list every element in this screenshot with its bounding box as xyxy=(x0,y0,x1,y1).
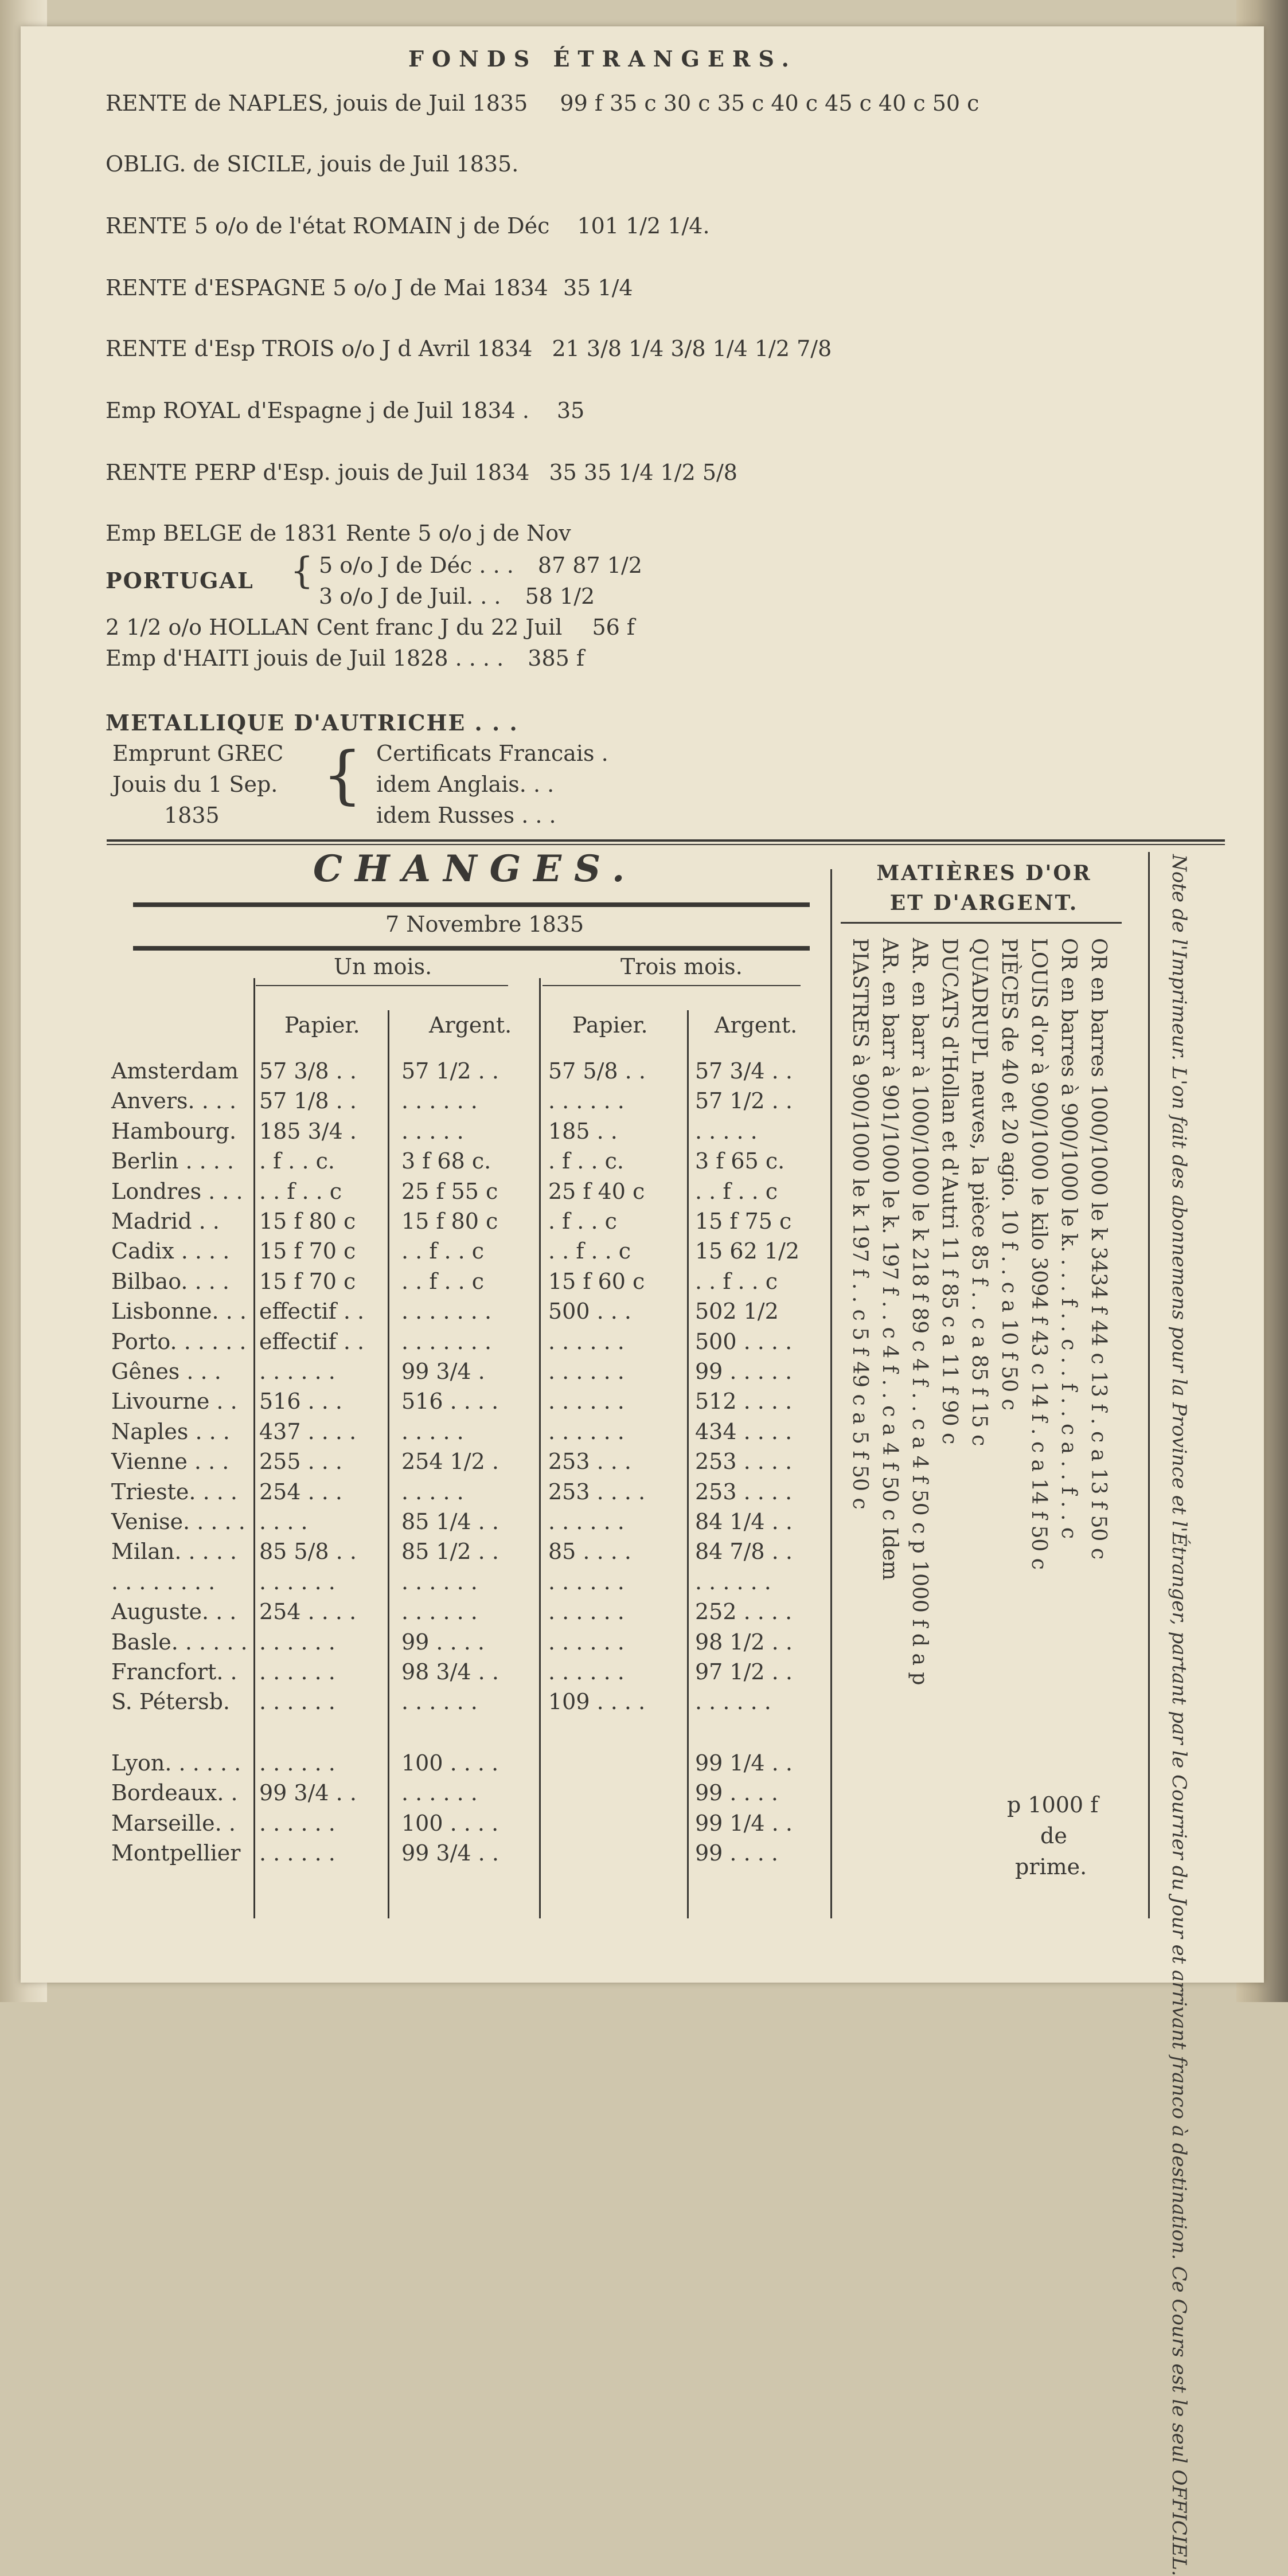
group-underline xyxy=(256,985,508,986)
city-label: Milan. . . . . xyxy=(111,1539,237,1565)
city-label: S. Pétersb. xyxy=(111,1689,231,1715)
portugal-row-label: 5 o/o J de Déc . . . xyxy=(319,553,514,578)
rate-cell: . . f . . c xyxy=(401,1268,485,1294)
changes-title: CHANGES. xyxy=(313,847,638,890)
rate-cell: . . . . . . xyxy=(401,1599,478,1625)
column-rule xyxy=(687,1010,689,1918)
matieres-title-1: MATIÈRES D'OR xyxy=(876,861,1092,885)
rate-cell: 99 . . . . xyxy=(695,1840,778,1866)
rate-cell: . . . . . . xyxy=(548,1599,625,1625)
rate-cell: 185 . . xyxy=(548,1118,618,1144)
fonds-line-espagne xyxy=(106,275,633,300)
prime-2: de xyxy=(1040,1823,1067,1848)
fonds-values: 35 xyxy=(557,398,585,423)
rate-cell: 98 3/4 . . xyxy=(401,1659,499,1684)
footnote: Note de l'Imprimeur. L'on fait des abonnemens pour la Province et l'Étranger, partant par le Courrier du Jour et arrivant franco à destination. Ce Cours est le seul OFFICIEL. xyxy=(1168,854,1191,2576)
city-label: Londres . . . xyxy=(111,1178,243,1204)
city-label: Vienne . . . xyxy=(111,1449,229,1475)
rate-cell: . . . . . . xyxy=(548,1418,625,1444)
fonds-line-hollan xyxy=(106,615,635,640)
fonds-label: RENTE PERP d'Esp. jouis de Juil 1834 xyxy=(106,460,530,485)
rate-cell: 99 1/4 . . xyxy=(695,1750,793,1776)
matiere-line: AR. en barr à 901/1000 le k. 197 f . . c 4 f . . c a 4 f 50 c Idem xyxy=(878,938,901,1581)
rate-cell: 57 1/2 . . xyxy=(401,1058,499,1084)
rate-cell: 500 . . . xyxy=(548,1299,632,1324)
portugal-row-2 xyxy=(319,584,595,609)
fonds-values: 56 f xyxy=(592,615,635,640)
rate-cell: 99 . . . . xyxy=(695,1780,778,1806)
matiere-line: PIÈCES de 40 et 20 agio. 10 f . . c a 10 f 50 c xyxy=(997,938,1021,1410)
rate-cell: . . . . . . xyxy=(548,1359,625,1384)
rate-cell: effectif . . xyxy=(259,1299,365,1324)
matiere-line: AR. en barr à 1000/1000 le k 218 f 89 c 4 f . . c a 4 f 50 c p 1000 f d a p xyxy=(908,938,931,1686)
rate-cell: 25 f 55 c xyxy=(401,1178,498,1204)
matieres-rule xyxy=(841,922,1122,924)
rate-cell: . . f . . c xyxy=(695,1268,778,1294)
city-label: Anvers. . . . xyxy=(111,1088,237,1114)
rate-cell: 85 1/4 . . xyxy=(401,1509,499,1534)
matieres-title-2: ET D'ARGENT. xyxy=(889,891,1079,915)
fonds-line-perp xyxy=(106,460,737,485)
city-label: Amsterdam xyxy=(111,1058,239,1084)
prime-3: prime. xyxy=(1015,1854,1087,1879)
city-label: Bordeaux. . xyxy=(111,1780,238,1806)
column-rule xyxy=(1148,852,1150,1918)
fonds-title: FONDS ÉTRANGERS. xyxy=(408,46,797,72)
portugal-brace: { xyxy=(290,550,314,592)
rate-cell: 99 . . . . xyxy=(401,1629,485,1655)
rate-cell: 84 7/8 . . xyxy=(695,1539,793,1565)
changes-rule xyxy=(133,902,810,907)
fonds-label: RENTE d'ESPAGNE 5 o/o J de Mai 1834 xyxy=(106,275,548,300)
rate-cell: . f . . c xyxy=(548,1209,617,1234)
rate-cell: 15 62 1/2 xyxy=(695,1238,800,1264)
changes-rule-2 xyxy=(133,946,810,951)
rate-cell: 57 3/4 . . xyxy=(695,1058,793,1084)
fonds-line-esp-trois xyxy=(106,336,832,361)
rate-cell: . . . . . . xyxy=(401,1088,478,1114)
fonds-label: 2 1/2 o/o HOLLAN Cent franc J du 22 Juil xyxy=(106,615,563,640)
city-label: Porto. . . . . . xyxy=(111,1328,247,1354)
matiere-line: DUCATS d'Hollan et d'Autri 11 f 85 c a 11 f 90 c xyxy=(938,938,961,1445)
city-label: Venise. . . . . xyxy=(111,1509,245,1534)
rate-cell: 254 1/2 . xyxy=(401,1449,499,1475)
rate-cell: 500 . . . . xyxy=(695,1328,793,1354)
rate-cell: . . . . . . . xyxy=(401,1328,492,1354)
city-label: Bilbao. . . . xyxy=(111,1268,229,1294)
section-divider xyxy=(107,839,1225,842)
matiere-line: OR en barres 1000/1000 le k 3434 f 44 c 13 f . c a 13 f 50 c xyxy=(1087,938,1110,1560)
rate-cell: 85 5/8 . . xyxy=(259,1539,357,1565)
rate-cell: 15 f 80 c xyxy=(401,1209,498,1234)
rate-cell: 3 f 65 c. xyxy=(695,1148,785,1174)
fonds-line-haiti xyxy=(106,646,584,671)
city-label: Gênes . . . xyxy=(111,1359,221,1384)
city-label: Lyon. . . . . . xyxy=(111,1750,241,1776)
city-label: Naples . . . xyxy=(111,1418,230,1444)
rate-cell: . . . . . . xyxy=(695,1689,771,1715)
rate-cell: . . f . . c xyxy=(695,1178,778,1204)
rate-cell: 57 1/2 . . xyxy=(695,1088,793,1114)
rate-cell: . . . . . . xyxy=(259,1629,335,1655)
rate-cell: . . . . . xyxy=(695,1118,758,1144)
rate-cell: . . . . . . xyxy=(695,1569,771,1594)
column-rule xyxy=(388,1010,389,1918)
city-label: Lisbonne. . . xyxy=(111,1299,247,1324)
rate-cell: 15 f 80 c xyxy=(259,1209,356,1234)
fonds-line-belge xyxy=(106,521,571,546)
rate-cell: . . . . . xyxy=(401,1479,464,1504)
rate-cell: 253 . . . xyxy=(548,1449,632,1475)
city-label: Francfort. . xyxy=(111,1659,237,1684)
rate-cell: 254 . . . . xyxy=(259,1599,357,1625)
city-label: Hambourg. xyxy=(111,1118,237,1144)
group-underline xyxy=(542,985,801,986)
city-label: Basle. . . . . . xyxy=(111,1629,248,1655)
rate-cell: . . . . xyxy=(259,1509,308,1534)
fonds-label: Emp ROYAL d'Espagne j de Juil 1834 . xyxy=(106,398,529,423)
matiere-line: PIASTRES à 900/1000 le k 197 f . . c 5 f 49 c a 5 f 50 c xyxy=(848,938,872,1510)
subheader-argent: Argent. xyxy=(429,1013,512,1038)
city-label: Auguste. . . xyxy=(111,1599,237,1625)
rate-cell: 253 . . . . xyxy=(695,1479,793,1504)
rate-cell: 57 1/8 . . xyxy=(259,1088,357,1114)
rate-cell: 57 5/8 . . xyxy=(548,1058,646,1084)
rate-cell: 15 f 70 c xyxy=(259,1268,356,1294)
fonds-label: RENTE de NAPLES, jouis de Juil 1835 xyxy=(106,91,528,116)
city-label: Marseille. . xyxy=(111,1810,236,1836)
column-rule xyxy=(830,869,832,1918)
rate-cell: 254 . . . xyxy=(259,1479,343,1504)
fonds-values: 99 f 35 c 30 c 35 c 40 c 45 c 40 c 50 c xyxy=(560,91,979,116)
fonds-line-sicile xyxy=(106,151,518,177)
rate-cell: 15 f 75 c xyxy=(695,1209,792,1234)
rate-cell: 15 f 70 c xyxy=(259,1238,356,1264)
grec-left-3: 1835 xyxy=(164,803,220,828)
grec-right-3: idem Russes . . . xyxy=(376,803,556,828)
rate-cell: . . . . . . . xyxy=(401,1299,492,1324)
matiere-line: OR en barres à 900/1000 le k. . . . f . . c . . f . . c a . . f . . c xyxy=(1057,938,1080,1539)
portugal-row-1 xyxy=(319,553,642,578)
city-label: Cadix . . . . xyxy=(111,1238,230,1264)
matiere-line: QUADRUPL neuves, la pièce 85 f . . c a 85 f 15 c xyxy=(967,938,991,1447)
grec-left-1: Emprunt GREC xyxy=(112,741,284,766)
column-rule xyxy=(539,978,541,1918)
rate-cell: 15 f 60 c xyxy=(548,1268,645,1294)
rate-cell: . . f . . c xyxy=(548,1238,631,1264)
rate-cell: 516 . . . . xyxy=(401,1389,499,1414)
rate-cell: 85 . . . . xyxy=(548,1539,631,1565)
rate-cell: 253 . . . . xyxy=(695,1449,793,1475)
rate-cell: . f . . c. xyxy=(259,1148,335,1174)
fonds-values: 35 35 1/4 1/2 5/8 xyxy=(549,460,737,485)
rate-cell: . . . . . xyxy=(401,1118,464,1144)
rate-cell: 3 f 68 c. xyxy=(401,1148,491,1174)
rate-cell: 99 3/4 . . xyxy=(259,1780,357,1806)
city-label: . . . . . . . . xyxy=(111,1569,216,1594)
rate-cell: 97 1/2 . . xyxy=(695,1659,793,1684)
subheader-papier: Papier. xyxy=(572,1013,648,1038)
rate-cell: 255 . . . xyxy=(259,1449,343,1475)
rate-cell: 99 3/4 . . xyxy=(401,1840,499,1866)
rate-cell: . . . . . . xyxy=(259,1689,335,1715)
rate-cell: . . f . . c xyxy=(401,1238,485,1264)
fonds-line-royal xyxy=(106,398,584,423)
rate-cell: . . . . . . xyxy=(548,1328,625,1354)
fonds-label: RENTE d'Esp TROIS o/o J d Avril 1834 xyxy=(106,336,533,361)
fonds-values: 21 3/8 1/4 3/8 1/4 1/2 7/8 xyxy=(552,336,832,361)
rate-cell: 100 . . . . xyxy=(401,1750,499,1776)
rate-cell: 99 3/4 . xyxy=(401,1359,485,1384)
grec-brace: { xyxy=(322,738,362,811)
subheader-argent: Argent. xyxy=(715,1013,798,1038)
fonds-label: OBLIG. de SICILE, jouis de Juil 1835. xyxy=(106,151,519,177)
fonds-line-naples xyxy=(106,91,979,116)
rate-cell: effectif . . xyxy=(259,1328,365,1354)
rate-cell: . . . . . . xyxy=(548,1088,625,1114)
rate-cell: 434 . . . . xyxy=(695,1418,793,1444)
group-un-mois: Un mois. xyxy=(334,954,432,979)
city-label: Madrid . . xyxy=(111,1209,220,1234)
rate-cell: . . . . . . xyxy=(401,1689,478,1715)
matiere-line: LOUIS d'or à 900/1000 le kilo 3094 f 43 c 14 f . c a 14 f 50 c xyxy=(1027,938,1051,1570)
fonds-label: Emp d'HAITI jouis de Juil 1828 . . . . xyxy=(106,646,504,671)
newspaper-page xyxy=(21,26,1264,2576)
rate-cell: . . . . . . xyxy=(548,1569,625,1594)
rate-cell: . . . . . xyxy=(401,1418,464,1444)
portugal-row-label: 3 o/o J de Juil. . . xyxy=(319,584,501,609)
rate-cell: . . . . . . xyxy=(259,1359,335,1384)
rate-cell: 99 . . . . . xyxy=(695,1359,793,1384)
rate-cell: . f . . c. xyxy=(548,1148,624,1174)
rate-cell: . . . . . . xyxy=(259,1569,335,1594)
rate-cell: . . . . . . xyxy=(259,1659,335,1684)
rate-cell: . . . . . . xyxy=(548,1389,625,1414)
rate-cell: 512 . . . . xyxy=(695,1389,793,1414)
section-divider-thin xyxy=(107,844,1225,845)
rate-cell: 109 . . . . xyxy=(548,1689,646,1715)
rate-cell: 98 1/2 . . xyxy=(695,1629,793,1655)
grec-right-1: Certificats Francais . xyxy=(376,741,608,766)
fonds-label: Emp BELGE de 1831 Rente 5 o/o j de Nov xyxy=(106,521,571,546)
changes-date: 7 Novembre 1835 xyxy=(385,912,584,937)
column-rule xyxy=(253,978,255,1918)
rate-cell: . . . . . . xyxy=(548,1509,625,1534)
rate-cell: 185 3/4 . xyxy=(259,1118,357,1144)
portugal-row-values: 58 1/2 xyxy=(525,584,595,609)
rate-cell: 253 . . . . xyxy=(548,1479,646,1504)
grec-right-2: idem Anglais. . . xyxy=(376,772,555,797)
group-trois-mois: Trois mois. xyxy=(620,954,743,979)
rate-cell: 252 . . . . xyxy=(695,1599,793,1625)
metallique-label: METALLIQUE D'AUTRICHE . . . xyxy=(106,710,518,736)
fonds-values: 385 f xyxy=(528,646,584,671)
rate-cell: . . . . . . xyxy=(548,1659,625,1684)
rate-cell: . . . . . . xyxy=(401,1780,478,1806)
prime-1: p 1000 f xyxy=(1007,1792,1099,1817)
rate-cell: 84 1/4 . . xyxy=(695,1509,793,1534)
rate-cell: 502 1/2 xyxy=(695,1299,779,1324)
rate-cell: . . . . . . xyxy=(401,1569,478,1594)
fonds-values: 101 1/2 1/4. xyxy=(577,213,710,239)
rate-cell: . . . . . . xyxy=(259,1810,335,1836)
rate-cell: 99 1/4 . . xyxy=(695,1810,793,1836)
subheader-papier: Papier. xyxy=(284,1013,360,1038)
city-label: Montpellier xyxy=(111,1840,241,1866)
rate-cell: 437 . . . . xyxy=(259,1418,357,1444)
rate-cell: 100 . . . . xyxy=(401,1810,499,1836)
rate-cell: 85 1/2 . . xyxy=(401,1539,499,1565)
fonds-values: 35 1/4 xyxy=(563,275,633,300)
city-label: Trieste. . . . xyxy=(111,1479,237,1504)
grec-left-2: Jouis du 1 Sep. xyxy=(112,772,278,797)
portugal-label: PORTUGAL xyxy=(106,568,254,593)
rate-cell: . . . . . . xyxy=(259,1750,335,1776)
rate-cell: 57 3/8 . . xyxy=(259,1058,357,1084)
rate-cell: 25 f 40 c xyxy=(548,1178,645,1204)
rate-cell: . . f . . c xyxy=(259,1178,342,1204)
city-label: Berlin . . . . xyxy=(111,1148,234,1174)
portugal-row-values: 87 87 1/2 xyxy=(537,553,642,578)
rate-cell: . . . . . . xyxy=(548,1629,625,1655)
rate-cell: . . . . . . xyxy=(259,1840,335,1866)
rate-cell: 516 . . . xyxy=(259,1389,343,1414)
fonds-label: RENTE 5 o/o de l'état ROMAIN j de Déc xyxy=(106,213,550,239)
city-label: Livourne . . xyxy=(111,1389,237,1414)
fonds-line-romain xyxy=(106,213,710,239)
